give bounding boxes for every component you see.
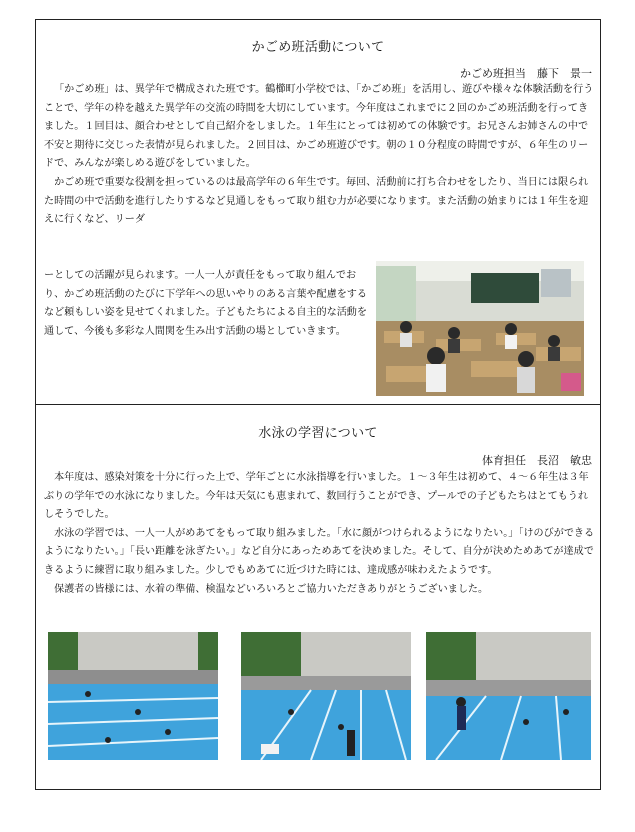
section1-title: かごめ班活動について [251,40,385,55]
classroom-photo [376,261,584,396]
pool-photo-2 [241,632,411,760]
section1-author: かごめ班担当 藤下 景一 [460,67,592,80]
newsletter-sheet [35,19,601,790]
section1-paragraph-1: 「かごめ班」は、異学年で構成された班です。鶴櫛町小学校では、「かごめ班」を活用し、遊びや様々な体験活動を行うことで、学年の枠を越えた異学年の交流の時間を大切にしています。今年度はこれまでに２回のかごめ班活動を行ってきました。１回目は、顔合わせとして自己紹介をしました。１年生にとっては初めての体験です。お兄さんお姉さんの中で不安と期待に交じった表情が見られました。２回目は、かごめ班遊びです。朝の１０分程度の時間ですが、６年生のリードで、みんなが楽しめる遊びをしていました。 [44,84,594,170]
section1-body [44,81,595,230]
section1-body-wrap [44,267,370,341]
section-divider [36,404,600,405]
section2-paragraph-3: 保護者の皆様には、水着の準備、検温などいろいろとご協力いただきありがとうございました。 [54,583,489,595]
section2-paragraph-1: 本年度は、感染対策を十分に行った上で、学年ごとに水泳指導を行いました。１～３年生は初めて、４～６年生は３年ぶりの学年での水泳になりました。今年は天気にも恵まれて、数回行うことができ、プールでの子どもたちはとてもうれしそうでした。 [44,472,589,521]
section1-paragraph-2a: かごめ班で重要な役割を担っているのは最高学年の６年生です。毎回、活動前に打ち合わせをしたり、当日には限られた時間の中で活動を進行したりするなど見通しをもって取り組む力が必要になります。また活動の始まりには１年生を迎えに行くなど、リーダ [44,176,589,226]
pool-photo-1 [48,632,218,760]
section2-body [44,469,595,599]
section2-title: 水泳の学習について [258,426,378,441]
section1-paragraph-2b: ーとしての活躍が見られます。一人一人が責任をもって取り組んでおり、かごめ班活動のたびに下学年への思いやりのある言葉や配慮をするなど頼もしい姿を見せてくれました。子どもたちによる自主的な活動を通して、今後も多彩な人間関を生み出す活動の場としていきます。 [44,270,367,337]
section2-paragraph-2: 水泳の学習では、一人一人がめあてをもって取り組みました。「水に顔がつけられるようになりたい。」「けのびができるようになりたい。」「長い距離を泳ぎたい。」など自分にあっためあてを決めました。そして、自分が決めためあてが達成できるように練習に取り組みました。少しでもめあてに近づけた時には、達成感が味わえたようです。 [44,527,595,576]
pool-photo-3 [426,632,591,760]
section2-author: 体育担任 長沼 敏忠 [482,454,592,467]
